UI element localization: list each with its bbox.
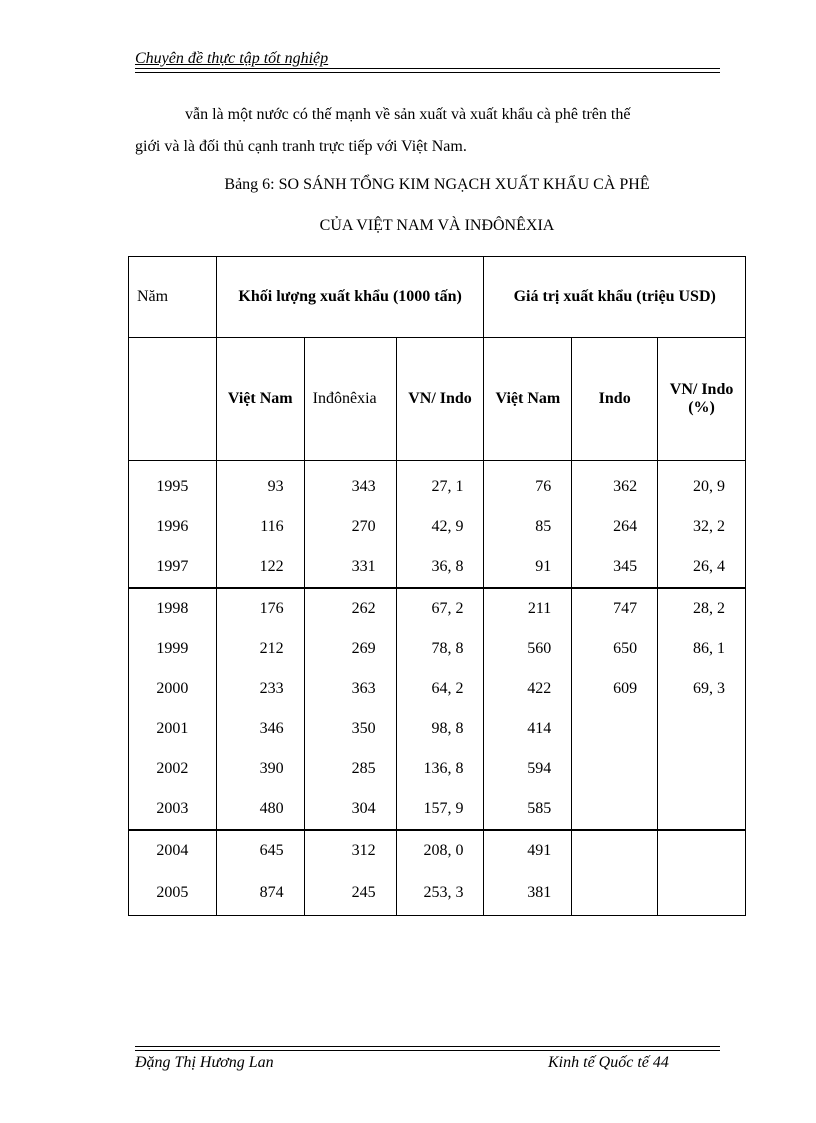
footer-rule — [135, 1046, 720, 1051]
table-cell-ratio-val — [658, 830, 746, 871]
table-cell-ratio: 136, 8 — [396, 749, 484, 789]
table-cell-year: 2001 — [129, 709, 217, 749]
table-cell-indo-val: 650 — [572, 629, 658, 669]
table-cell-indo: 285 — [304, 749, 396, 789]
table-cell-vn: 346 — [216, 709, 304, 749]
table-cell-vn-val: 585 — [484, 789, 572, 830]
table-cell-indo: 245 — [304, 871, 396, 916]
paragraph-line-1: vẫn là một nước có thế mạnh về sản xuất và xuất khẩu cà phê trên thế — [185, 106, 631, 123]
table-title-line-2: CỦA VIỆT NAM VÀ INĐÔNÊXIA — [319, 217, 555, 234]
table-cell-indo-val: 747 — [572, 588, 658, 629]
table-cell-indo-val — [572, 789, 658, 830]
table-cell-vn-val: 422 — [484, 669, 572, 709]
table-cell-vn-val: 414 — [484, 709, 572, 749]
table-cell-ratio: 78, 8 — [396, 629, 484, 669]
table-row — [129, 507, 746, 547]
table-cell-ratio: 253, 3 — [396, 871, 484, 916]
table-cell-year: 2005 — [129, 871, 217, 916]
footer-class: Kinh tế Quốc tế 44 — [548, 1054, 669, 1071]
table-cell-year: 1997 — [129, 547, 217, 588]
table-cell-vn: 233 — [216, 669, 304, 709]
table-cell-indo-val — [572, 871, 658, 916]
table-cell-vn-val: 491 — [484, 830, 572, 871]
table-cell-ratio-val: 69, 3 — [658, 669, 746, 709]
header-vn-volume: Việt Nam — [216, 338, 304, 461]
paragraph-line-2: giới và là đối thủ cạnh tranh trực tiếp với Việt Nam. — [135, 138, 467, 155]
table-cell-indo: 350 — [304, 709, 396, 749]
header-empty-cell — [129, 338, 217, 461]
table-cell-vn: 480 — [216, 789, 304, 830]
table-cell-vn: 390 — [216, 749, 304, 789]
header-ratio-volume: VN/ Indo — [396, 338, 484, 461]
export-comparison-table — [128, 256, 746, 916]
table-cell-year: 2002 — [129, 749, 217, 789]
table-cell-ratio: 27, 1 — [396, 461, 484, 508]
table-cell-vn: 874 — [216, 871, 304, 916]
header-value-group: Giá trị xuất khẩu (triệu USD) — [484, 257, 746, 338]
table-cell-ratio: 67, 2 — [396, 588, 484, 629]
table-cell-ratio-val — [658, 709, 746, 749]
table-cell-vn: 122 — [216, 547, 304, 588]
table-cell-indo-val: 264 — [572, 507, 658, 547]
table-cell-vn-val: 594 — [484, 749, 572, 789]
table-row — [129, 749, 746, 789]
table-cell-vn: 93 — [216, 461, 304, 508]
header-year: Năm — [129, 257, 217, 338]
table-cell-vn-val: 76 — [484, 461, 572, 508]
table-cell-indo: 270 — [304, 507, 396, 547]
table-cell-year: 1995 — [129, 461, 217, 508]
footer-author: Đặng Thị Hương Lan — [135, 1054, 274, 1071]
table-title-line-1: Bảng 6: SO SÁNH TỔNG KIM NGẠCH XUẤT KHẨU CÀ PHÊ — [224, 176, 650, 193]
table-cell-ratio: 64, 2 — [396, 669, 484, 709]
table-cell-indo-val: 362 — [572, 461, 658, 508]
table-cell-ratio-val: 32, 2 — [658, 507, 746, 547]
table-cell-year: 1999 — [129, 629, 217, 669]
header-rule — [135, 68, 720, 73]
header-indo-value: Indo — [572, 338, 658, 461]
table-cell-ratio-val — [658, 789, 746, 830]
table-row — [129, 629, 746, 669]
table-row — [129, 461, 746, 508]
table-cell-indo-val: 609 — [572, 669, 658, 709]
table-cell-year: 1998 — [129, 588, 217, 629]
table-cell-indo: 304 — [304, 789, 396, 830]
table-cell-indo: 312 — [304, 830, 396, 871]
table-row — [129, 871, 746, 916]
table-cell-indo: 331 — [304, 547, 396, 588]
table-row — [129, 830, 746, 871]
table-cell-ratio-val: 26, 4 — [658, 547, 746, 588]
table-cell-indo-val — [572, 709, 658, 749]
header-ratio-value: VN/ Indo (%) — [658, 338, 746, 461]
table-header-row-2 — [129, 338, 746, 461]
header-indo-volume: Inđônêxia — [304, 338, 396, 461]
table-cell-ratio-val: 86, 1 — [658, 629, 746, 669]
table-cell-ratio: 98, 8 — [396, 709, 484, 749]
table-cell-ratio: 36, 8 — [396, 547, 484, 588]
table-cell-ratio: 42, 9 — [396, 507, 484, 547]
table-cell-ratio-val: 20, 9 — [658, 461, 746, 508]
table-cell-vn: 645 — [216, 830, 304, 871]
table-row — [129, 709, 746, 749]
table-cell-indo-val: 345 — [572, 547, 658, 588]
table-cell-ratio-val — [658, 871, 746, 916]
table-cell-indo: 262 — [304, 588, 396, 629]
table-cell-vn-val: 211 — [484, 588, 572, 629]
header-volume-group: Khối lượng xuất khẩu (1000 tấn) — [216, 257, 484, 338]
table-cell-indo-val — [572, 749, 658, 789]
body-paragraph — [135, 99, 740, 163]
table-cell-indo-val — [572, 830, 658, 871]
table-cell-year: 1996 — [129, 507, 217, 547]
table-cell-vn: 176 — [216, 588, 304, 629]
header-vn-value: Việt Nam — [484, 338, 572, 461]
table-cell-indo: 269 — [304, 629, 396, 669]
table-cell-year: 2003 — [129, 789, 217, 830]
table-cell-vn: 212 — [216, 629, 304, 669]
table-cell-ratio: 157, 9 — [396, 789, 484, 830]
table-cell-ratio-val — [658, 749, 746, 789]
table-cell-year: 2004 — [129, 830, 217, 871]
table-cell-indo: 343 — [304, 461, 396, 508]
table-row — [129, 588, 746, 629]
table-row — [129, 789, 746, 830]
table-cell-vn: 116 — [216, 507, 304, 547]
table-cell-ratio: 208, 0 — [396, 830, 484, 871]
table-cell-indo: 363 — [304, 669, 396, 709]
table-cell-vn-val: 91 — [484, 547, 572, 588]
table-cell-year: 2000 — [129, 669, 217, 709]
table-row — [129, 669, 746, 709]
page-header-title: Chuyên đề thực tập tốt nghiệp — [135, 50, 329, 67]
table-cell-vn-val: 381 — [484, 871, 572, 916]
table-cell-vn-val: 85 — [484, 507, 572, 547]
table-row — [129, 547, 746, 588]
table-cell-vn-val: 560 — [484, 629, 572, 669]
table-header-row-1 — [129, 257, 746, 338]
table-cell-ratio-val: 28, 2 — [658, 588, 746, 629]
